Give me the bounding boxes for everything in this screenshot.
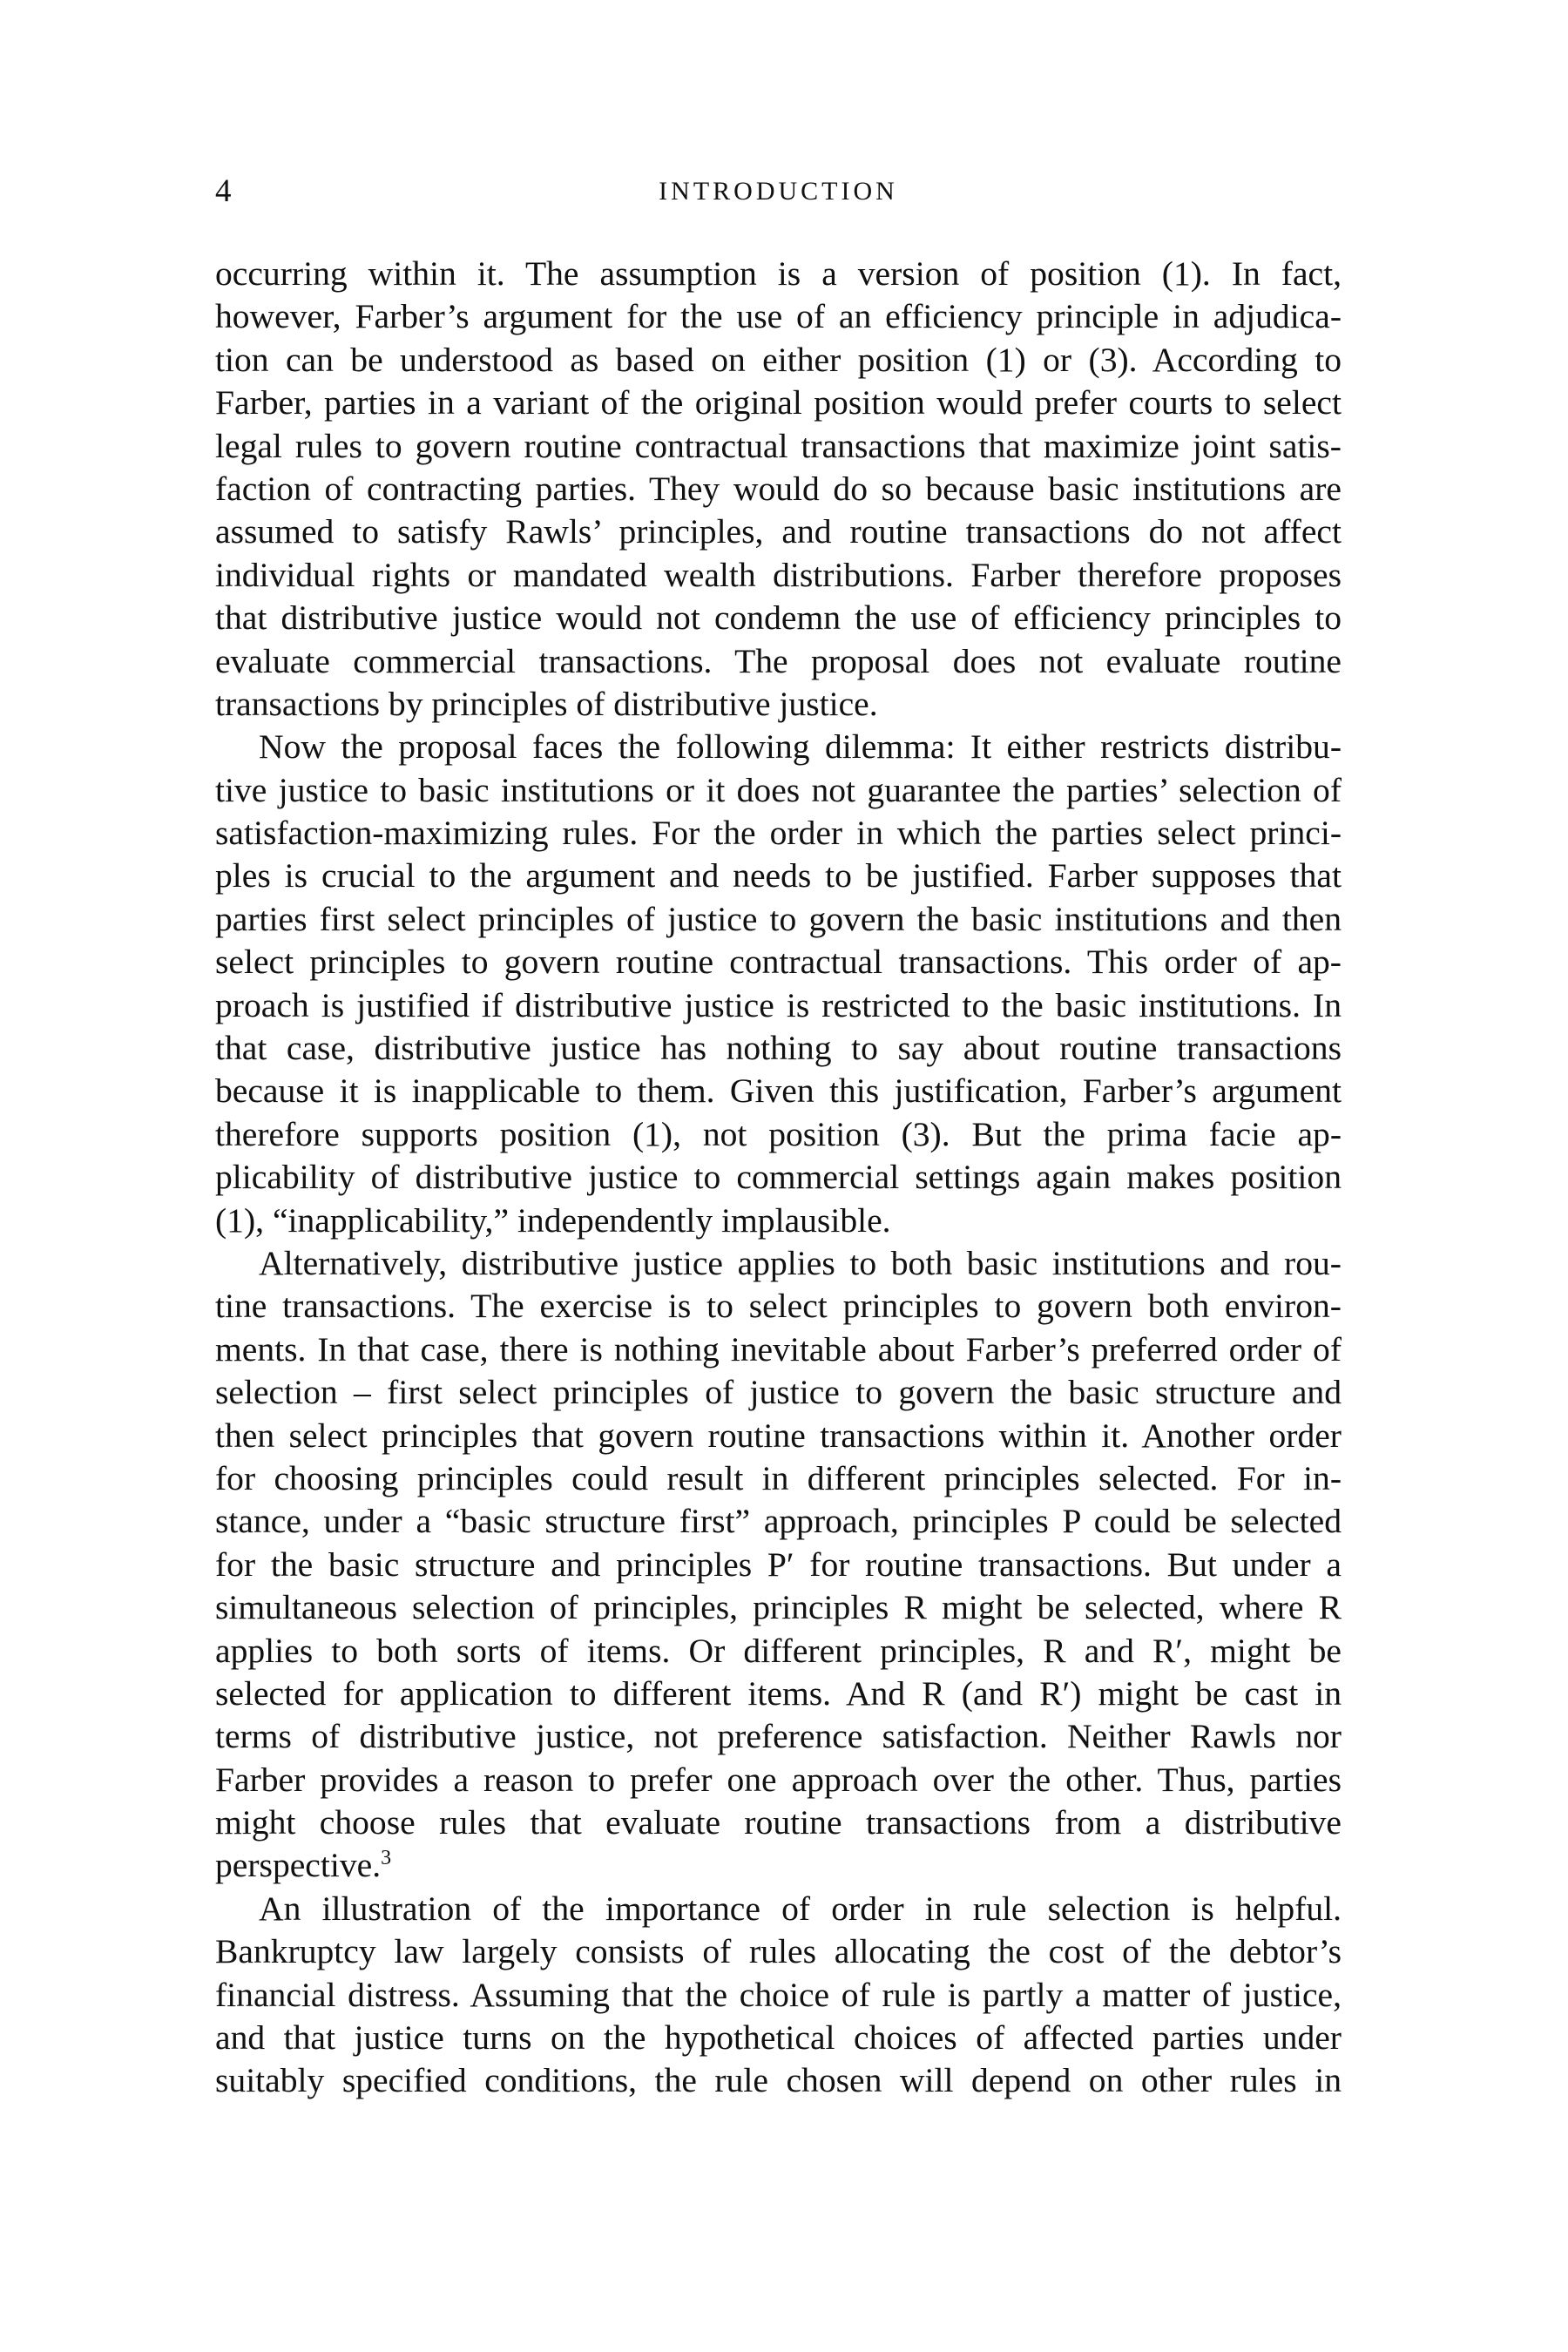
text-line: legal rules to govern routine contractual transactions that maximize joint satis- [215, 426, 1342, 465]
text-line: parties first select principles of justice to govern the basic institutions and then [215, 899, 1342, 938]
text-line: financial distress. Assuming that the choice of rule is partly a matter of justice, [215, 1975, 1342, 2014]
running-head [215, 170, 1342, 213]
text-line: selection – first select principles of justice to govern the basic structure and [215, 1373, 1342, 1412]
text-line: evaluate commercial transactions. The proposal does not evaluate routine [215, 641, 1342, 680]
text-line: might choose rules that evaluate routine transactions from a distributive [215, 1803, 1342, 1842]
footnote-marker: 3 [381, 1847, 392, 1870]
text-line: selected for application to different items. And R (and R′) might be cast in [215, 1673, 1342, 1713]
text-line: that distributive justice would not condemn the use of efficiency principles to [215, 598, 1342, 638]
text-line: and that justice turns on the hypothetical choices of affected parties under [215, 2018, 1342, 2058]
text-line: for the basic structure and principles P′ for routine transactions. But under a [215, 1544, 1342, 1584]
text-line: An illustration of the importance of order in rule selection is helpful. [259, 1889, 1342, 1928]
text-line: stance, under a “basic structure first” approach, principles P could be selected [215, 1502, 1342, 1541]
text-line: terms of distributive justice, not preference satisfaction. Neither Rawls nor [215, 1717, 1342, 1756]
text-line: occurring within it. The assumption is a version of position (1). In fact, [215, 254, 1342, 293]
text-line: assumed to satisfy Rawls’ principles, and routine transactions do not affect [215, 512, 1342, 551]
text-line: (1), “inapplicability,” independently implausible. [215, 1200, 891, 1240]
text-line: that case, distributive justice has nothing to say about routine transactions [215, 1029, 1342, 1068]
text-line-with-footnote [215, 1844, 1342, 1887]
text-line: Farber provides a reason to prefer one approach over the other. Thus, parties [215, 1760, 1342, 1799]
text-line: select principles to govern routine contractual transactions. This order of ap- [215, 943, 1342, 982]
text-line: transactions by principles of distributive justice. [215, 684, 878, 723]
text-line: because it is inapplicable to them. Given this justification, Farber’s argument [215, 1071, 1342, 1111]
text-line: Farber, parties in a variant of the original position would prefer courts to select [215, 383, 1342, 422]
text-line: plicability of distributive justice to commercial settings again makes position [215, 1158, 1342, 1197]
text-line: however, Farber’s argument for the use of an efficiency principle in adjudica- [215, 297, 1342, 336]
text-line: individual rights or mandated wealth distributions. Farber therefore proposes [215, 555, 1342, 594]
text-line: proach is justified if distributive justice is restricted to the basic institutions. In [215, 985, 1342, 1024]
text-line: Alternatively, distributive justice applies to both basic institutions and rou- [259, 1243, 1342, 1282]
text-line-content: perspective. [215, 1846, 382, 1885]
text-line: ments. In that case, there is nothing inevitable about Farber’s preferred order of [215, 1329, 1342, 1369]
text-line: faction of contracting parties. They would do so because basic institutions are [215, 469, 1342, 508]
text-line: simultaneous selection of principles, principles R might be selected, where R [215, 1588, 1342, 1627]
text-line: satisfaction-maximizing rules. For the order in which the parties select princi- [215, 814, 1342, 853]
text-line: applies to both sorts of items. Or different principles, R and R′, might be [215, 1631, 1342, 1670]
text-line: then select principles that govern routine transactions within it. Another order [215, 1416, 1342, 1455]
text-line: for choosing principles could result in different principles selected. For in- [215, 1458, 1342, 1497]
text-line: tive justice to basic institutions or it does not guarantee the parties’ selection of [215, 770, 1342, 809]
text-line: suitably specified conditions, the rule chosen will depend on other rules in [215, 2061, 1342, 2100]
running-title: INTRODUCTION [659, 177, 898, 206]
page-number: 4 [215, 173, 232, 209]
text-line: Bankruptcy law largely consists of rules allocating the cost of the debtor’s [215, 1932, 1342, 1971]
body-text [215, 253, 1342, 2103]
text-line: Now the proposal faces the following dilemma: It either restricts distribu- [259, 727, 1342, 767]
text-line: therefore supports position (1), not position (3). But the prima facie ap- [215, 1114, 1342, 1153]
text-line: tion can be understood as based on either position (1) or (3). According to [215, 340, 1342, 379]
text-line: ples is crucial to the argument and needs to be justified. Farber supposes that [215, 856, 1342, 896]
text-line: tine transactions. The exercise is to select principles to govern both environ- [215, 1287, 1342, 1326]
